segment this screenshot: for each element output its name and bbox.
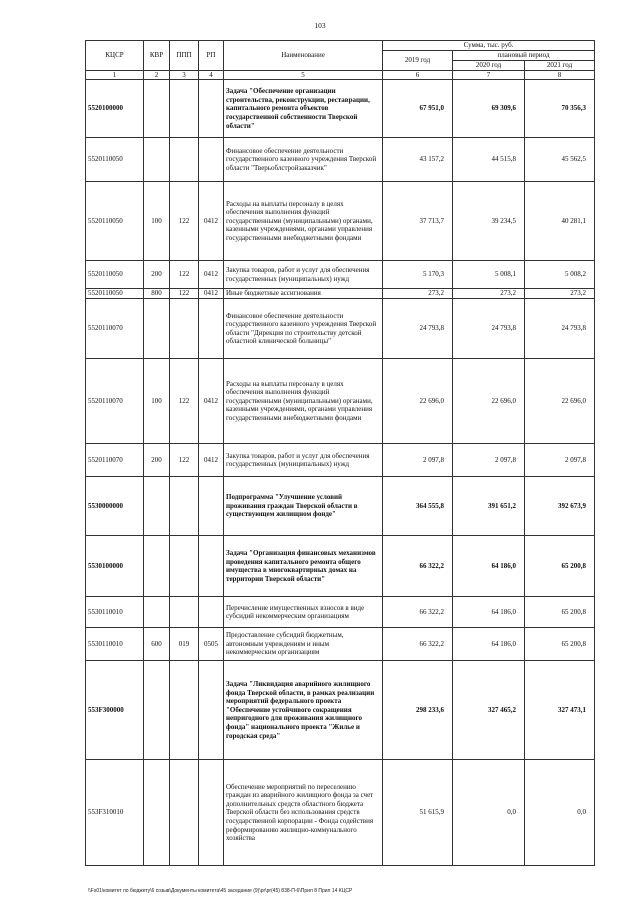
cell-name: Предоставление субсидий бюджетным, автономным учреждениям и иным некоммерческим организациям	[224, 628, 383, 661]
cell-2020: 64 186,0	[453, 628, 525, 661]
cell-rp: 0412	[199, 261, 224, 289]
cell-ppp	[170, 760, 199, 866]
cell-kvr: 200	[144, 444, 170, 477]
cell-2019: 51 615,9	[383, 760, 453, 866]
table-row	[86, 760, 595, 866]
cell-2020: 0,0	[453, 760, 525, 866]
cell-kvr: 600	[144, 628, 170, 661]
cell-rp	[199, 597, 224, 628]
col-index: 2	[144, 70, 170, 80]
budget-table	[85, 40, 595, 866]
table-row	[86, 182, 595, 261]
cell-rp	[199, 536, 224, 597]
cell-2020: 64 186,0	[453, 597, 525, 628]
header-sum-title: Сумма, тыс. руб.	[383, 41, 595, 51]
cell-2020: 64 186,0	[453, 536, 525, 597]
cell-kcsr: 5520110070	[86, 359, 144, 444]
cell-2021: 2 097,8	[525, 444, 595, 477]
table-row	[86, 299, 595, 359]
header-2020: 2020 год	[453, 61, 525, 71]
col-index: 1	[86, 70, 144, 80]
cell-2020: 24 793,8	[453, 299, 525, 359]
header-name: Наименование	[224, 41, 383, 71]
cell-kcsr: 5520110070	[86, 299, 144, 359]
cell-2020: 327 465,2	[453, 661, 525, 760]
col-index: 8	[525, 70, 595, 80]
cell-2021: 5 008,2	[525, 261, 595, 289]
cell-2020: 39 234,5	[453, 182, 525, 261]
cell-rp: 0412	[199, 289, 224, 299]
cell-kcsr: 553F300000	[86, 661, 144, 760]
cell-ppp: 122	[170, 261, 199, 289]
cell-kvr: 800	[144, 289, 170, 299]
cell-2019: 66 322,2	[383, 628, 453, 661]
cell-rp	[199, 80, 224, 138]
cell-2021: 65 200,8	[525, 628, 595, 661]
cell-rp	[199, 760, 224, 866]
col-index: 3	[170, 70, 199, 80]
header-ppp: ППП	[170, 41, 199, 71]
cell-2021: 0,0	[525, 760, 595, 866]
cell-2021: 392 673,9	[525, 477, 595, 536]
cell-ppp	[170, 536, 199, 597]
cell-name: Задача "Организация финансовых механизмов проведения капитального ремонта общего имущества в многоквартирных домах на территории Тверской области"	[224, 536, 383, 597]
cell-2019: 67 951,0	[383, 80, 453, 138]
cell-2021: 70 356,3	[525, 80, 595, 138]
cell-kvr	[144, 760, 170, 866]
col-index: 7	[453, 70, 525, 80]
cell-name: Подпрограмма "Улучшение условий проживания граждан Тверской области в существующем жилищном фонде"	[224, 477, 383, 536]
column-index-row	[86, 70, 595, 80]
cell-2019: 66 322,2	[383, 597, 453, 628]
cell-rp	[199, 299, 224, 359]
header-2019: 2019 год	[383, 51, 453, 71]
cell-kcsr: 5530100000	[86, 536, 144, 597]
cell-2019: 24 793,8	[383, 299, 453, 359]
cell-name: Закупка товаров, работ и услуг для обеспечения государственных (муниципальных) нужд	[224, 444, 383, 477]
cell-2021: 22 696,0	[525, 359, 595, 444]
table-row	[86, 628, 595, 661]
cell-2019: 22 696,0	[383, 359, 453, 444]
cell-2019: 66 322,2	[383, 536, 453, 597]
cell-name: Расходы на выплаты персоналу в целях обеспечения выполнения функций государственными (муниципальными) органами, казенными учреждениями, органами управления государственными внебюджетными фондами	[224, 359, 383, 444]
cell-2019: 2 097,8	[383, 444, 453, 477]
cell-kcsr: 5530000000	[86, 477, 144, 536]
cell-kvr: 200	[144, 261, 170, 289]
cell-2021: 24 793,8	[525, 299, 595, 359]
cell-ppp: 122	[170, 182, 199, 261]
cell-rp: 0505	[199, 628, 224, 661]
cell-2021: 273,2	[525, 289, 595, 299]
cell-rp: 0412	[199, 444, 224, 477]
col-index: 6	[383, 70, 453, 80]
cell-kcsr: 5520110050	[86, 182, 144, 261]
cell-kcsr: 5520110050	[86, 289, 144, 299]
cell-2020: 22 696,0	[453, 359, 525, 444]
cell-name: Иные бюджетные ассигнования	[224, 289, 383, 299]
cell-rp: 0412	[199, 359, 224, 444]
cell-kvr	[144, 597, 170, 628]
table-row	[86, 477, 595, 536]
cell-kvr	[144, 661, 170, 760]
table-row	[86, 359, 595, 444]
cell-kvr	[144, 536, 170, 597]
cell-name: Задача "Ликвидация аварийного жилищного фонда Тверской области, в рамках реализации мероприятий федерального проекта "Обеспечение устойчивого сокращения непригодного для проживания жилищного фонда" национального проекта "Жилье и городская среда"	[224, 661, 383, 760]
cell-name: Задача "Обеспечение организации строительства, реконструкции, реставрации, капитального ремонта объектов государственной собственности Тверской области"	[224, 80, 383, 138]
cell-ppp	[170, 661, 199, 760]
table-row	[86, 289, 595, 299]
cell-name: Финансовое обеспечение деятельности государственного казенного учреждения Тверской области "Дирекция по строительству детской областной клинической больницы"	[224, 299, 383, 359]
cell-2021: 327 473,1	[525, 661, 595, 760]
cell-2019: 298 233,6	[383, 661, 453, 760]
cell-ppp	[170, 80, 199, 138]
cell-kvr	[144, 138, 170, 182]
cell-kvr: 100	[144, 182, 170, 261]
table-row	[86, 80, 595, 138]
table-row	[86, 444, 595, 477]
cell-2020: 2 097,8	[453, 444, 525, 477]
cell-ppp: 122	[170, 289, 199, 299]
cell-kvr	[144, 80, 170, 138]
page-number: 103	[314, 21, 326, 30]
cell-2020: 391 651,2	[453, 477, 525, 536]
cell-2020: 273,2	[453, 289, 525, 299]
cell-kcsr: 5530110010	[86, 628, 144, 661]
header-rp: РП	[199, 41, 224, 71]
header-kvr: КВР	[144, 41, 170, 71]
table-row	[86, 536, 595, 597]
header-planned-period: плановый период	[453, 51, 595, 61]
cell-name: Обеспечение мероприятий по переселению граждан из аварийного жилищного фонда за счет дополнительных средств областного бюджета Тверской области без использования средств государственной корпорации - Фонда содействия реформированию жилищно-коммунального хозяйства	[224, 760, 383, 866]
header-2021: 2021 год	[525, 61, 595, 71]
table-row	[86, 597, 595, 628]
col-index: 5	[224, 70, 383, 80]
cell-2019: 37 713,7	[383, 182, 453, 261]
cell-rp	[199, 477, 224, 536]
cell-kvr	[144, 299, 170, 359]
cell-2021: 40 281,1	[525, 182, 595, 261]
cell-kcsr: 5530110010	[86, 597, 144, 628]
cell-2019: 43 157,2	[383, 138, 453, 182]
table-row	[86, 138, 595, 182]
cell-rp	[199, 661, 224, 760]
cell-ppp	[170, 597, 199, 628]
cell-kcsr: 5520110050	[86, 138, 144, 182]
cell-kvr: 100	[144, 359, 170, 444]
cell-2019: 364 555,8	[383, 477, 453, 536]
cell-kcsr: 5520110050	[86, 261, 144, 289]
header-kcsr: КЦСР	[86, 41, 144, 71]
cell-name: Расходы на выплаты персоналу в целях обеспечения выполнения функций государственными (муниципальными) органами, казенными учреждениями, органами управления государственными внебюджетными фондами	[224, 182, 383, 261]
col-index: 4	[199, 70, 224, 80]
cell-kcsr: 5520100000	[86, 80, 144, 138]
cell-rp	[199, 138, 224, 182]
cell-name: Перечисление имущественных взносов в виде субсидий некоммерческим организациям	[224, 597, 383, 628]
cell-ppp: 122	[170, 359, 199, 444]
file-path-footer: \\Fs01\комитет по бюджету\6 созыв\Документы комитета\45 заседание (9)\pr\pr(45) 838-П-6\Прил 8 Прил 14 КЦСР	[88, 888, 353, 894]
cell-ppp	[170, 477, 199, 536]
table-row	[86, 661, 595, 760]
cell-2021: 65 200,8	[525, 597, 595, 628]
cell-2021: 45 562,5	[525, 138, 595, 182]
cell-2020: 44 515,8	[453, 138, 525, 182]
cell-ppp	[170, 299, 199, 359]
cell-ppp: 122	[170, 444, 199, 477]
cell-2020: 69 309,6	[453, 80, 525, 138]
cell-2019: 273,2	[383, 289, 453, 299]
cell-ppp: 019	[170, 628, 199, 661]
cell-name: Закупка товаров, работ и услуг для обеспечения государственных (муниципальных) нужд	[224, 261, 383, 289]
table-row	[86, 261, 595, 289]
cell-2019: 5 170,3	[383, 261, 453, 289]
cell-2021: 65 200,8	[525, 536, 595, 597]
cell-kcsr: 553F310010	[86, 760, 144, 866]
cell-rp: 0412	[199, 182, 224, 261]
cell-kvr	[144, 477, 170, 536]
cell-kcsr: 5520110070	[86, 444, 144, 477]
cell-name: Финансовое обеспечение деятельности государственного казенного учреждения Тверской области "Тверьоблстройзаказчик"	[224, 138, 383, 182]
cell-2020: 5 008,1	[453, 261, 525, 289]
cell-ppp	[170, 138, 199, 182]
